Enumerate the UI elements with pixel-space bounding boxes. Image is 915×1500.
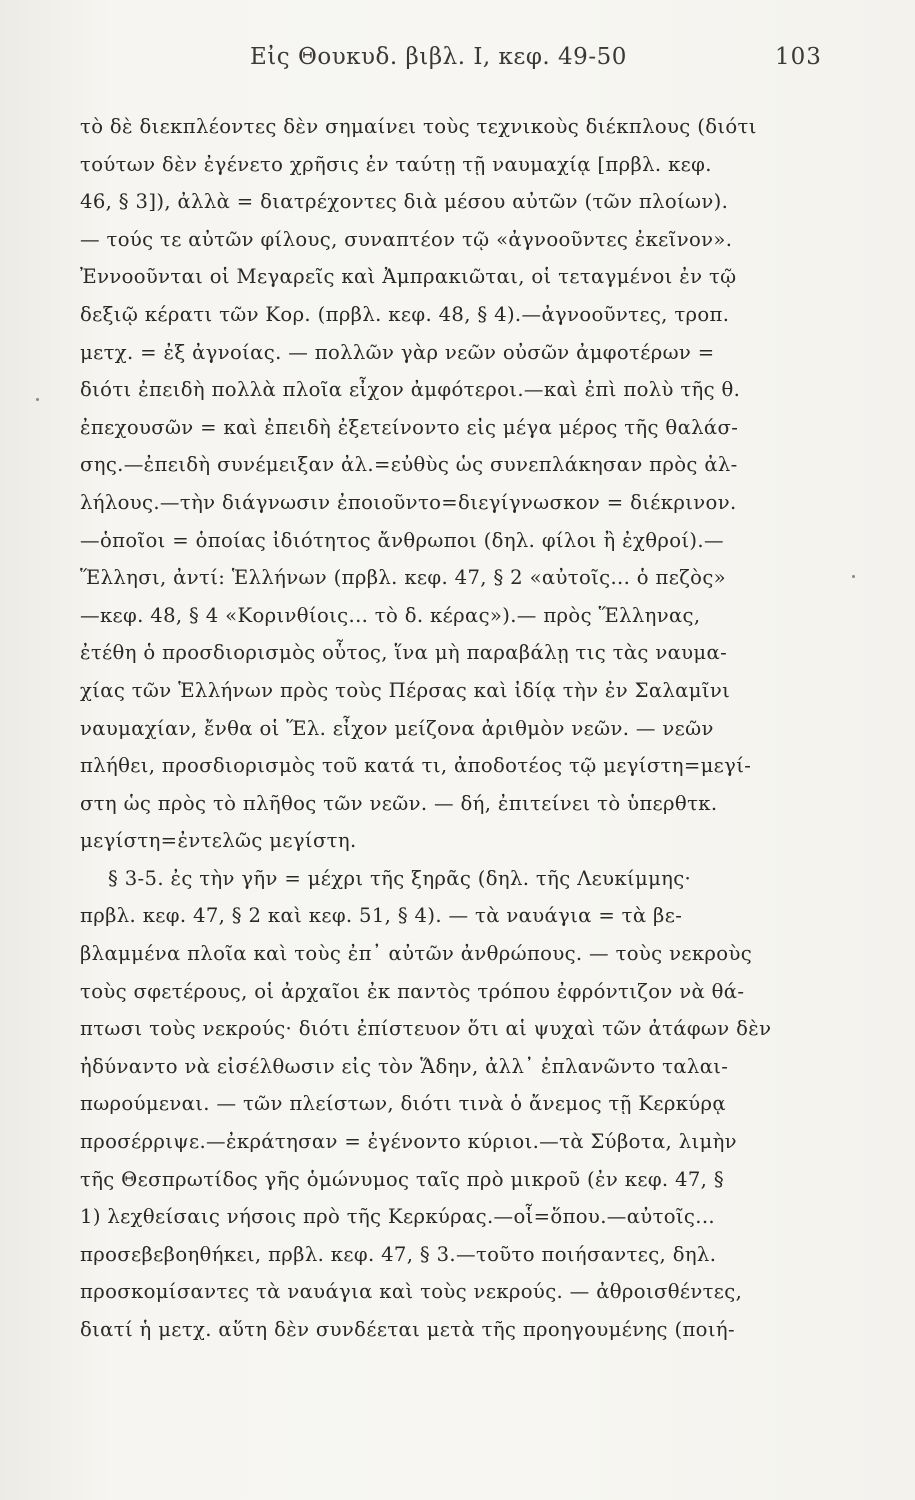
text-line: βλαμμένα πλοῖα καὶ τοὺς ἐπ᾽ αὐτῶν ἀνθρώπους. — τοὺς νεκροὺς: [80, 942, 753, 966]
text-line: τούτων δὲν ἐγένετο χρῆσις ἐν ταύτῃ τῇ ναυμαχίᾳ [πρβλ. κεφ.: [80, 152, 712, 176]
text-line: ναυμαχίαν, ἔνθα οἱ Ἕλ. εἶχον μείζονα ἀριθμὸν νεῶν. — νεῶν: [80, 716, 714, 740]
text-line: πρβλ. κεφ. 47, § 2 καὶ κεφ. 51, § 4). — τὰ ναυάγια = τὰ βε-: [80, 904, 683, 928]
page-number: 103: [775, 44, 822, 70]
margin-speck: [36, 398, 39, 401]
text-line: προσκομίσαντες τὰ ναυάγια καὶ τοὺς νεκρούς. — ἀθροισθέντες,: [80, 1280, 743, 1304]
text-line: τὸ δὲ διεκπλέοντες δὲν σημαίνει τοὺς τεχνικοὺς διέκπλους (διότι: [80, 115, 757, 138]
commentary-text: [80, 108, 845, 1349]
text-line: διατί ἡ μετχ. αὕτη δὲν συνδέεται μετὰ τῆς προηγουμένης (ποιή-: [80, 1318, 735, 1341]
text-line: μετχ. = ἐξ ἀγνοίας. — πολλῶν γὰρ νεῶν οὐσῶν ἀμφοτέρων =: [80, 340, 715, 364]
text-line: τῆς Θεσπρωτίδος γῆς ὁμώνυμος ταῖς πρὸ μικροῦ (ἐν κεφ. 47, §: [80, 1167, 724, 1191]
text-line: δεξιῷ κέρατι τῶν Κορ. (πρβλ. κεφ. 48, § 4).—ἀγνοοῦντες, τροπ.: [80, 302, 730, 326]
text-line: Ἐννοοῦνται οἱ Μεγαρεῖς καὶ Ἀμπρακιῶται, οἱ τεταγμένοι ἐν τῷ: [80, 265, 737, 289]
text-line: προσεβεβοηθήκει, πρβλ. κεφ. 47, § 3.—τοῦτο ποιήσαντες, δηλ.: [80, 1242, 717, 1266]
text-line: λήλους.—τὴν διάγνωσιν ἐποιοῦντο=διεγίγνωσκον = διέκρινον.: [80, 490, 737, 514]
text-line: τοὺς σφετέρους, οἱ ἀρχαῖοι ἐκ παντὸς τρόπου ἐφρόντιζον νὰ θά-: [80, 979, 745, 1003]
text-line: διότι ἐπειδὴ πολλὰ πλοῖα εἶχον ἀμφότεροι.—καὶ ἐπὶ πολὺ τῆς θ.: [80, 378, 741, 402]
text-line: ἐπεχουσῶν = καὶ ἐπειδὴ ἐξετείνοντο εἰς μέγα μέρος τῆς θαλάσ-: [80, 415, 739, 439]
text-line: —ὁποῖοι = ὁποίας ἰδιότητος ἄνθρωποι (δηλ. φίλοι ἢ ἐχθροί).—: [80, 528, 724, 552]
text-line: — τούς τε αὐτῶν φίλους, συναπτέον τῷ «ἀγνοοῦντες ἐκεῖνον».: [80, 227, 733, 251]
text-line: ἠδύναντο νὰ εἰσέλθωσιν εἰς τὸν Ἅδην, ἀλλ᾽ ἐπλανῶντο ταλαι-: [80, 1054, 729, 1078]
margin-speck: [852, 575, 855, 578]
paragraph-start-line: § 3-5. ἐς τὴν γῆν = μέχρι τῆς ξηρᾶς (δηλ. τῆς Λευκίμμης·: [108, 866, 692, 890]
text-line: προσέρριψε.—ἐκράτησαν = ἐγένοντο κύριοι.—τὰ Σύβοτα, λιμὴν: [80, 1130, 737, 1154]
text-line: σης.—ἐπειδὴ συνέμειξαν ἀλ.=εὐθὺς ὡς συνεπλάκησαν πρὸς ἀλ-: [80, 453, 738, 477]
text-line: 46, § 3]), ἀλλὰ = διατρέχοντες διὰ μέσου αὐτῶν (τῶν πλοίων).: [80, 190, 729, 214]
text-line: Ἕλλησι, ἀντί: Ἑλλήνων (πρβλ. κεφ. 47, § 2 «αὐτοῖς... ὁ πεζὸς»: [80, 566, 726, 590]
text-line: 1) λεχθείσαις νήσοις πρὸ τῆς Κερκύρας.—οἷ=ὅπου.—αὐτοῖς...: [80, 1205, 715, 1229]
text-line: πωρούμεναι. — τῶν πλείστων, διότι τινὰ ὁ ἄνεμος τῇ Κερκύρᾳ: [80, 1092, 727, 1116]
text-line: ἐτέθη ὁ προσδιορισμὸς οὗτος, ἵνα μὴ παραβάλῃ τις τὰς ναυμα-: [80, 641, 728, 665]
running-head: [0, 44, 915, 74]
text-line: πτωσι τοὺς νεκρούς· διότι ἐπίστευον ὅτι αἱ ψυχαὶ τῶν ἀτάφων δὲν: [80, 1017, 772, 1041]
text-line: μεγίστη=ἐντελῶς μεγίστη.: [80, 829, 357, 853]
text-line: στη ὡς πρὸς τὸ πλῆθος τῶν νεῶν. — δή, ἐπιτείνει τὸ ὑπερθτκ.: [80, 791, 718, 815]
text-line: χίας τῶν Ἑλλήνων πρὸς τοὺς Πέρσας καὶ ἰδίᾳ τὴν ἐν Σαλαμῖνι: [80, 678, 731, 702]
running-head-title: Εἰς Θουκυδ. βιβλ. Ι, κεφ. 49-50: [250, 44, 627, 70]
text-line: —κεφ. 48, § 4 «Κορινθίοις... τὸ δ. κέρας»).— πρὸς Ἕλληνας,: [80, 603, 701, 627]
text-line: πλήθει, προσδιορισμὸς τοῦ κατά τι, ἀποδοτέος τῷ μεγίστη=μεγί-: [80, 754, 752, 778]
